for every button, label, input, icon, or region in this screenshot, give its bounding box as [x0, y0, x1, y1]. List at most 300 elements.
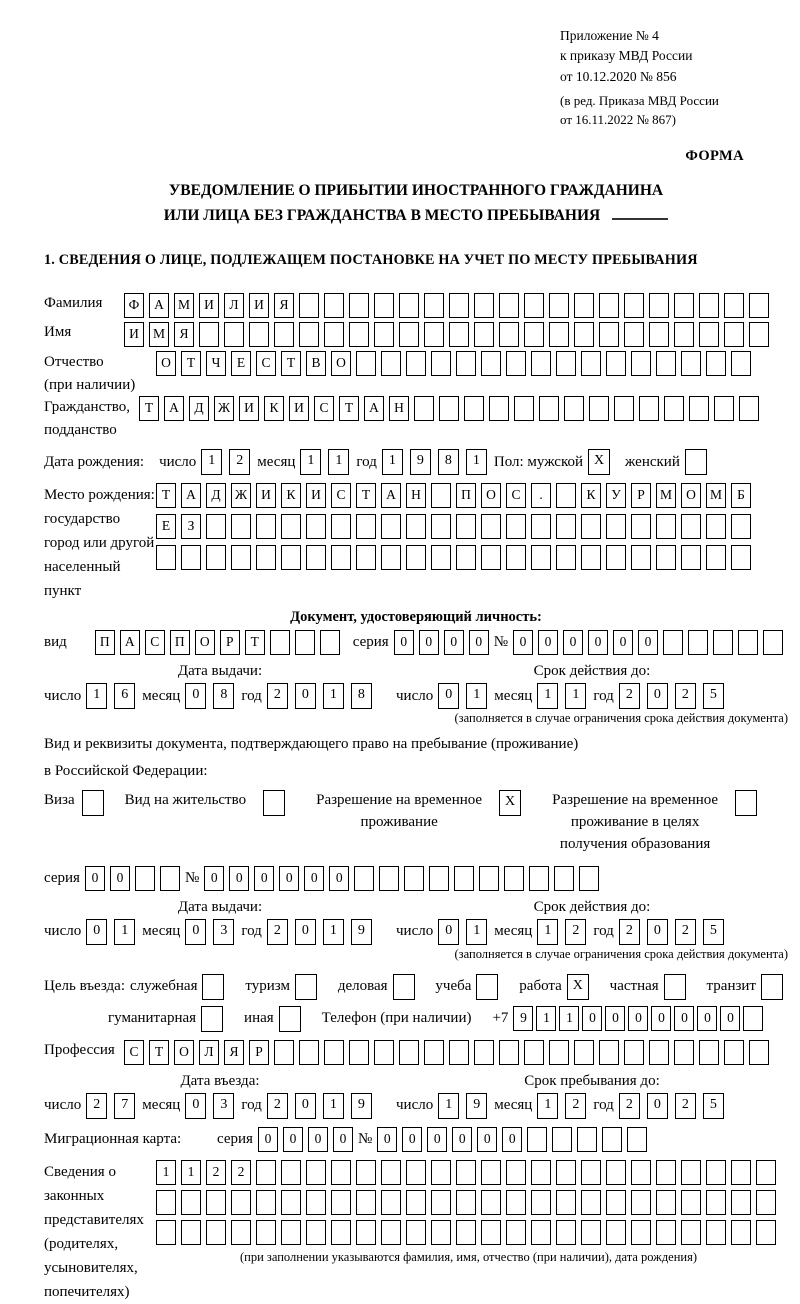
birth-place-cell[interactable] — [356, 545, 376, 570]
residence-number-cell[interactable] — [454, 866, 474, 891]
doc-number-cell[interactable]: 0 — [613, 630, 633, 655]
patronymic-cell[interactable] — [481, 351, 501, 376]
expiry-day-cell[interactable]: 1 — [466, 683, 487, 709]
representative-cell[interactable] — [481, 1190, 501, 1215]
representative-cell[interactable] — [481, 1160, 501, 1185]
migration-series-cell[interactable]: 0 — [258, 1127, 278, 1152]
birth-place-cell[interactable] — [506, 514, 526, 539]
expiry-year-cell[interactable]: 0 — [647, 683, 668, 709]
name-cell[interactable] — [474, 322, 494, 347]
citizenship-cell[interactable]: К — [264, 396, 284, 421]
birth-place-cell[interactable] — [431, 483, 451, 508]
birth-place-cell[interactable]: О — [681, 483, 701, 508]
representative-cell[interactable] — [581, 1190, 601, 1215]
doc-number-cell[interactable] — [688, 630, 708, 655]
representative-cell[interactable] — [556, 1190, 576, 1215]
representative-cell[interactable] — [281, 1160, 301, 1185]
representative-cell[interactable] — [531, 1190, 551, 1215]
surname-cell[interactable] — [349, 293, 369, 318]
representative-cell[interactable] — [431, 1190, 451, 1215]
birth-place-cell[interactable] — [206, 514, 226, 539]
representative-cell[interactable] — [581, 1160, 601, 1185]
name-cell[interactable] — [749, 322, 769, 347]
doc-kind-cell[interactable] — [270, 630, 290, 655]
surname-cell[interactable]: А — [149, 293, 169, 318]
residence-number-cell[interactable]: 0 — [329, 866, 349, 891]
birth-day-cell[interactable]: 1 — [201, 449, 222, 475]
migration-number-cell[interactable] — [602, 1127, 622, 1152]
profession-cell[interactable] — [449, 1040, 469, 1065]
residence-issue-month-cell[interactable]: 3 — [213, 919, 234, 945]
surname-cell[interactable] — [474, 293, 494, 318]
residence-number-cell[interactable] — [529, 866, 549, 891]
representative-cell[interactable] — [231, 1190, 251, 1215]
patronymic-cell[interactable] — [431, 351, 451, 376]
profession-cell[interactable] — [649, 1040, 669, 1065]
birth-place-cell[interactable] — [506, 545, 526, 570]
migration-number-cell[interactable]: 0 — [502, 1127, 522, 1152]
birth-year-cell[interactable]: 9 — [410, 449, 431, 475]
representative-cell[interactable] — [356, 1190, 376, 1215]
doc-kind-cell[interactable]: А — [120, 630, 140, 655]
citizenship-cell[interactable]: А — [364, 396, 384, 421]
expiry-month-cell[interactable]: 1 — [537, 683, 558, 709]
representative-cell[interactable] — [606, 1190, 626, 1215]
surname-cell[interactable] — [524, 293, 544, 318]
phone-digit-cell[interactable]: 0 — [651, 1006, 671, 1031]
patronymic-cell[interactable] — [456, 351, 476, 376]
representative-cell[interactable] — [756, 1160, 776, 1185]
phone-digit-cell[interactable]: 1 — [559, 1006, 579, 1031]
birth-place-cell[interactable] — [306, 514, 326, 539]
doc-kind-cell[interactable] — [295, 630, 315, 655]
representative-cell[interactable] — [381, 1220, 401, 1245]
citizenship-cell[interactable]: Т — [139, 396, 159, 421]
representative-cell[interactable] — [206, 1190, 226, 1215]
birth-place-cell[interactable] — [281, 514, 301, 539]
migration-number-cell[interactable] — [627, 1127, 647, 1152]
birth-day-cell[interactable]: 2 — [229, 449, 250, 475]
birth-place-cell[interactable]: К — [281, 483, 301, 508]
surname-cell[interactable] — [674, 293, 694, 318]
phone-digit-cell[interactable]: 0 — [674, 1006, 694, 1031]
citizenship-cell[interactable] — [439, 396, 459, 421]
birth-place-cell[interactable]: О — [481, 483, 501, 508]
profession-cell[interactable] — [424, 1040, 444, 1065]
patronymic-cell[interactable]: С — [256, 351, 276, 376]
birth-place-cell[interactable] — [206, 545, 226, 570]
residence-number-cell[interactable]: 0 — [204, 866, 224, 891]
representative-cell[interactable] — [356, 1220, 376, 1245]
patronymic-cell[interactable] — [381, 351, 401, 376]
name-cell[interactable]: И — [124, 322, 144, 347]
birth-place-cell[interactable]: С — [331, 483, 351, 508]
birth-place-cell[interactable] — [306, 545, 326, 570]
representative-cell[interactable] — [731, 1220, 751, 1245]
patronymic-cell[interactable]: Т — [281, 351, 301, 376]
residence-number-cell[interactable] — [429, 866, 449, 891]
name-cell[interactable] — [274, 322, 294, 347]
work-checkbox[interactable]: X — [567, 974, 589, 1000]
entry-month-cell[interactable]: 3 — [213, 1093, 234, 1119]
birth-place-cell[interactable] — [581, 545, 601, 570]
representative-cell[interactable]: 2 — [206, 1160, 226, 1185]
birth-place-cell[interactable] — [481, 545, 501, 570]
birth-place-cell[interactable] — [681, 514, 701, 539]
stay-day-cell[interactable]: 9 — [466, 1093, 487, 1119]
doc-series-cell[interactable]: 0 — [444, 630, 464, 655]
birth-place-cell[interactable] — [531, 514, 551, 539]
residence-expiry-month-cell[interactable]: 1 — [537, 919, 558, 945]
surname-cell[interactable] — [599, 293, 619, 318]
citizenship-cell[interactable] — [739, 396, 759, 421]
residence-issue-year-cell[interactable]: 2 — [267, 919, 288, 945]
birth-place-cell[interactable] — [231, 545, 251, 570]
profession-cell[interactable]: Р — [249, 1040, 269, 1065]
surname-cell[interactable] — [549, 293, 569, 318]
phone-digit-cell[interactable]: 0 — [605, 1006, 625, 1031]
profession-cell[interactable] — [374, 1040, 394, 1065]
name-cell[interactable] — [624, 322, 644, 347]
expiry-year-cell[interactable]: 2 — [619, 683, 640, 709]
doc-series-cell[interactable]: 0 — [394, 630, 414, 655]
name-cell[interactable] — [499, 322, 519, 347]
representative-cell[interactable] — [656, 1220, 676, 1245]
temp-residence-checkbox[interactable]: X — [499, 790, 521, 816]
expiry-year-cell[interactable]: 2 — [675, 683, 696, 709]
representative-cell[interactable] — [506, 1190, 526, 1215]
representative-cell[interactable]: 1 — [156, 1160, 176, 1185]
doc-kind-cell[interactable] — [320, 630, 340, 655]
profession-cell[interactable]: Л — [199, 1040, 219, 1065]
birth-place-cell[interactable] — [281, 545, 301, 570]
name-cell[interactable] — [549, 322, 569, 347]
profession-cell[interactable] — [324, 1040, 344, 1065]
doc-number-cell[interactable] — [763, 630, 783, 655]
citizenship-cell[interactable] — [589, 396, 609, 421]
surname-cell[interactable] — [574, 293, 594, 318]
profession-cell[interactable] — [724, 1040, 744, 1065]
patronymic-cell[interactable]: О — [331, 351, 351, 376]
doc-kind-cell[interactable]: П — [170, 630, 190, 655]
representative-cell[interactable] — [681, 1220, 701, 1245]
name-cell[interactable] — [574, 322, 594, 347]
birth-place-cell[interactable] — [481, 514, 501, 539]
official-checkbox[interactable] — [202, 974, 224, 1000]
residence-expiry-year-cell[interactable]: 2 — [675, 919, 696, 945]
residence-expiry-month-cell[interactable]: 2 — [565, 919, 586, 945]
issue-month-cell[interactable]: 0 — [185, 683, 206, 709]
patronymic-cell[interactable]: О — [156, 351, 176, 376]
residence-expiry-day-cell[interactable]: 1 — [466, 919, 487, 945]
birth-place-cell[interactable]: Б — [731, 483, 751, 508]
representative-cell[interactable] — [456, 1220, 476, 1245]
representative-cell[interactable] — [631, 1160, 651, 1185]
issue-day-cell[interactable]: 1 — [86, 683, 107, 709]
citizenship-cell[interactable]: С — [314, 396, 334, 421]
representative-cell[interactable] — [531, 1160, 551, 1185]
residence-issue-day-cell[interactable]: 1 — [114, 919, 135, 945]
birth-place-cell[interactable]: К — [581, 483, 601, 508]
profession-cell[interactable] — [299, 1040, 319, 1065]
surname-cell[interactable] — [724, 293, 744, 318]
profession-cell[interactable] — [524, 1040, 544, 1065]
issue-month-cell[interactable]: 8 — [213, 683, 234, 709]
birth-place-cell[interactable]: М — [706, 483, 726, 508]
profession-cell[interactable] — [349, 1040, 369, 1065]
name-cell[interactable] — [674, 322, 694, 347]
migration-number-cell[interactable]: 0 — [402, 1127, 422, 1152]
representative-cell[interactable] — [606, 1160, 626, 1185]
surname-cell[interactable]: Ф — [124, 293, 144, 318]
issue-year-cell[interactable]: 8 — [351, 683, 372, 709]
representative-cell[interactable] — [331, 1220, 351, 1245]
representative-cell[interactable] — [256, 1160, 276, 1185]
birth-place-cell[interactable] — [406, 545, 426, 570]
issue-year-cell[interactable]: 0 — [295, 683, 316, 709]
birth-place-cell[interactable] — [231, 514, 251, 539]
name-cell[interactable] — [699, 322, 719, 347]
surname-cell[interactable] — [424, 293, 444, 318]
surname-cell[interactable]: Л — [224, 293, 244, 318]
patronymic-cell[interactable]: В — [306, 351, 326, 376]
doc-kind-cell[interactable]: Т — [245, 630, 265, 655]
representative-cell[interactable] — [731, 1160, 751, 1185]
representative-cell[interactable] — [431, 1220, 451, 1245]
residence-number-cell[interactable] — [554, 866, 574, 891]
stay-year-cell[interactable]: 2 — [675, 1093, 696, 1119]
birth-place-cell[interactable]: П — [456, 483, 476, 508]
birth-place-cell[interactable]: А — [181, 483, 201, 508]
doc-kind-cell[interactable]: С — [145, 630, 165, 655]
representative-cell[interactable] — [281, 1190, 301, 1215]
name-cell[interactable] — [324, 322, 344, 347]
citizenship-cell[interactable] — [539, 396, 559, 421]
profession-cell[interactable] — [474, 1040, 494, 1065]
profession-cell[interactable] — [674, 1040, 694, 1065]
representative-cell[interactable] — [181, 1220, 201, 1245]
name-cell[interactable] — [724, 322, 744, 347]
phone-digit-cell[interactable]: 1 — [536, 1006, 556, 1031]
birth-place-cell[interactable] — [431, 545, 451, 570]
birth-year-cell[interactable]: 1 — [382, 449, 403, 475]
representative-cell[interactable] — [706, 1190, 726, 1215]
surname-cell[interactable]: И — [249, 293, 269, 318]
residence-series-cell[interactable]: 0 — [85, 866, 105, 891]
entry-year-cell[interactable]: 9 — [351, 1093, 372, 1119]
name-cell[interactable] — [424, 322, 444, 347]
issue-day-cell[interactable]: 6 — [114, 683, 135, 709]
tourism-checkbox[interactable] — [295, 974, 317, 1000]
migration-series-cell[interactable]: 0 — [333, 1127, 353, 1152]
patronymic-cell[interactable]: Т — [181, 351, 201, 376]
representative-cell[interactable] — [506, 1220, 526, 1245]
representative-cell[interactable] — [556, 1160, 576, 1185]
patronymic-cell[interactable] — [706, 351, 726, 376]
representative-cell[interactable] — [206, 1220, 226, 1245]
citizenship-cell[interactable] — [464, 396, 484, 421]
surname-cell[interactable] — [749, 293, 769, 318]
doc-number-cell[interactable]: 0 — [563, 630, 583, 655]
profession-cell[interactable] — [599, 1040, 619, 1065]
birth-place-cell[interactable]: С — [506, 483, 526, 508]
birth-place-cell[interactable]: М — [656, 483, 676, 508]
representative-cell[interactable] — [706, 1160, 726, 1185]
phone-digit-cell[interactable]: 0 — [697, 1006, 717, 1031]
name-cell[interactable] — [649, 322, 669, 347]
birth-place-cell[interactable] — [731, 514, 751, 539]
citizenship-cell[interactable] — [714, 396, 734, 421]
birth-place-cell[interactable]: А — [381, 483, 401, 508]
visa-checkbox[interactable] — [82, 790, 104, 816]
birth-place-cell[interactable] — [706, 545, 726, 570]
residence-series-cell[interactable]: 0 — [110, 866, 130, 891]
representative-cell[interactable] — [756, 1190, 776, 1215]
birth-place-cell[interactable] — [631, 545, 651, 570]
birth-place-cell[interactable]: З — [181, 514, 201, 539]
birth-place-cell[interactable] — [256, 545, 276, 570]
representative-cell[interactable] — [306, 1190, 326, 1215]
phone-digit-cell[interactable]: 0 — [582, 1006, 602, 1031]
doc-kind-cell[interactable]: О — [195, 630, 215, 655]
representative-cell[interactable] — [406, 1190, 426, 1215]
other-checkbox[interactable] — [279, 1006, 301, 1032]
residence-series-cell[interactable] — [135, 866, 155, 891]
representative-cell[interactable] — [306, 1160, 326, 1185]
birth-place-cell[interactable]: И — [256, 483, 276, 508]
representative-cell[interactable] — [556, 1220, 576, 1245]
migration-series-cell[interactable]: 0 — [308, 1127, 328, 1152]
residence-number-cell[interactable] — [379, 866, 399, 891]
name-cell[interactable] — [199, 322, 219, 347]
profession-cell[interactable] — [399, 1040, 419, 1065]
surname-cell[interactable]: И — [199, 293, 219, 318]
patronymic-cell[interactable] — [531, 351, 551, 376]
residence-expiry-year-cell[interactable]: 0 — [647, 919, 668, 945]
representative-cell[interactable] — [731, 1190, 751, 1215]
migration-number-cell[interactable]: 0 — [427, 1127, 447, 1152]
migration-number-cell[interactable]: 0 — [452, 1127, 472, 1152]
birth-place-cell[interactable] — [631, 514, 651, 539]
birth-place-cell[interactable]: Т — [156, 483, 176, 508]
surname-cell[interactable] — [624, 293, 644, 318]
expiry-month-cell[interactable]: 1 — [565, 683, 586, 709]
birth-place-cell[interactable] — [556, 545, 576, 570]
residence-expiry-day-cell[interactable]: 0 — [438, 919, 459, 945]
representative-cell[interactable] — [306, 1220, 326, 1245]
patronymic-cell[interactable] — [406, 351, 426, 376]
citizenship-cell[interactable] — [639, 396, 659, 421]
doc-series-cell[interactable]: 0 — [469, 630, 489, 655]
patronymic-cell[interactable] — [731, 351, 751, 376]
citizenship-cell[interactable] — [489, 396, 509, 421]
surname-cell[interactable]: Я — [274, 293, 294, 318]
name-cell[interactable] — [374, 322, 394, 347]
stay-year-cell[interactable]: 2 — [619, 1093, 640, 1119]
representative-cell[interactable] — [381, 1160, 401, 1185]
surname-cell[interactable] — [499, 293, 519, 318]
entry-day-cell[interactable]: 2 — [86, 1093, 107, 1119]
representative-cell[interactable] — [256, 1220, 276, 1245]
citizenship-cell[interactable] — [514, 396, 534, 421]
name-cell[interactable] — [224, 322, 244, 347]
doc-number-cell[interactable]: 0 — [638, 630, 658, 655]
profession-cell[interactable] — [624, 1040, 644, 1065]
representative-cell[interactable] — [256, 1190, 276, 1215]
representative-cell[interactable] — [606, 1220, 626, 1245]
representative-cell[interactable] — [756, 1220, 776, 1245]
birth-place-cell[interactable] — [181, 545, 201, 570]
residence-issue-day-cell[interactable]: 0 — [86, 919, 107, 945]
surname-cell[interactable] — [374, 293, 394, 318]
patronymic-cell[interactable] — [556, 351, 576, 376]
birth-place-cell[interactable] — [381, 514, 401, 539]
profession-cell[interactable] — [749, 1040, 769, 1065]
birth-place-cell[interactable] — [556, 483, 576, 508]
birth-place-cell[interactable]: Н — [406, 483, 426, 508]
residence-issue-year-cell[interactable]: 1 — [323, 919, 344, 945]
birth-place-cell[interactable] — [456, 514, 476, 539]
stay-month-cell[interactable]: 2 — [565, 1093, 586, 1119]
name-cell[interactable] — [599, 322, 619, 347]
surname-cell[interactable]: М — [174, 293, 194, 318]
profession-cell[interactable]: С — [124, 1040, 144, 1065]
doc-number-cell[interactable]: 0 — [513, 630, 533, 655]
representative-cell[interactable] — [331, 1160, 351, 1185]
birth-place-cell[interactable] — [656, 545, 676, 570]
surname-cell[interactable] — [449, 293, 469, 318]
name-cell[interactable] — [399, 322, 419, 347]
doc-series-cell[interactable]: 0 — [419, 630, 439, 655]
birth-place-cell[interactable]: У — [606, 483, 626, 508]
residence-number-cell[interactable] — [354, 866, 374, 891]
birth-place-cell[interactable] — [706, 514, 726, 539]
issue-year-cell[interactable]: 1 — [323, 683, 344, 709]
representative-cell[interactable] — [456, 1190, 476, 1215]
residence-number-cell[interactable]: 0 — [279, 866, 299, 891]
citizenship-cell[interactable] — [664, 396, 684, 421]
birth-place-cell[interactable] — [406, 514, 426, 539]
entry-day-cell[interactable]: 7 — [114, 1093, 135, 1119]
birth-place-cell[interactable] — [431, 514, 451, 539]
stay-year-cell[interactable]: 5 — [703, 1093, 724, 1119]
birth-place-cell[interactable]: Ж — [231, 483, 251, 508]
expiry-year-cell[interactable]: 5 — [703, 683, 724, 709]
residence-expiry-year-cell[interactable]: 5 — [703, 919, 724, 945]
representative-cell[interactable] — [406, 1220, 426, 1245]
birth-month-cell[interactable]: 1 — [328, 449, 349, 475]
doc-number-cell[interactable]: 0 — [538, 630, 558, 655]
representative-cell[interactable]: 1 — [181, 1160, 201, 1185]
doc-number-cell[interactable] — [663, 630, 683, 655]
residence-number-cell[interactable]: 0 — [254, 866, 274, 891]
representative-cell[interactable] — [681, 1190, 701, 1215]
name-cell[interactable] — [524, 322, 544, 347]
birth-place-cell[interactable]: И — [306, 483, 326, 508]
male-checkbox[interactable]: X — [588, 449, 610, 475]
representative-cell[interactable] — [281, 1220, 301, 1245]
citizenship-cell[interactable] — [564, 396, 584, 421]
patronymic-cell[interactable] — [681, 351, 701, 376]
residence-issue-year-cell[interactable]: 9 — [351, 919, 372, 945]
representative-cell[interactable] — [506, 1160, 526, 1185]
residence-series-cell[interactable] — [160, 866, 180, 891]
profession-cell[interactable] — [274, 1040, 294, 1065]
birth-place-cell[interactable] — [731, 545, 751, 570]
profession-cell[interactable] — [549, 1040, 569, 1065]
citizenship-cell[interactable]: И — [289, 396, 309, 421]
birth-place-cell[interactable] — [381, 545, 401, 570]
